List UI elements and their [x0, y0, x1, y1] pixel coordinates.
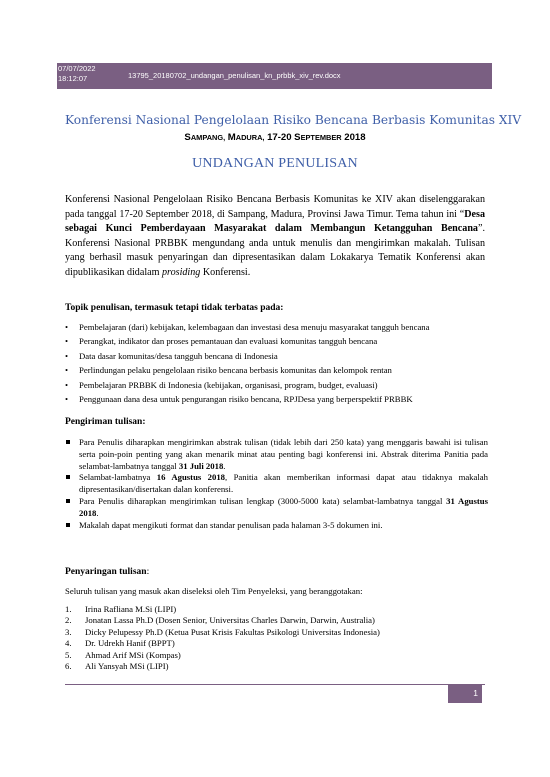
submission-text-bold: 16 Agustus 2018: [156, 472, 226, 483]
bullet-icon: •: [65, 322, 69, 332]
topics-list: [65, 320, 495, 406]
intro-paragraph: [65, 193, 485, 281]
submission-text-post: .: [223, 460, 226, 471]
submission-text-bold: 31 Juli 2018: [178, 460, 224, 471]
reviewer-name: Ahmad Arif MSi (Kompas): [85, 649, 181, 660]
square-bullet-icon: [66, 440, 70, 444]
topic-item: [65, 334, 495, 348]
submission-text-pre: Makalah dapat mengikuti format dan standar penulisan pada halaman 3-5 dokumen ini.: [79, 519, 383, 530]
submission-list: [65, 437, 488, 531]
reviewer-item: [65, 638, 380, 649]
reviewer-item: [65, 650, 380, 661]
submission-text-post: .: [96, 507, 99, 518]
square-bullet-icon: [66, 475, 70, 479]
reviewer-name: Dicky Pelupessy Ph.D (Ketua Pusat Krisis Fakultas Psikologi Universitas Indonesia): [85, 626, 380, 637]
topic-item: [65, 363, 495, 377]
reviewer-name: Irina Rafliana M.Si (LIPI): [85, 604, 177, 614]
reviewer-item: [65, 627, 380, 638]
topic-text: Penggunaan dana desa untuk pengurangan risiko bencana, RPJDesa yang berperspektif PRBBK: [79, 394, 413, 405]
topic-text: Perangkat, indikator dan proses pemantauan dan evaluasi komunitas tangguh bencana: [79, 336, 378, 347]
bullet-icon: •: [65, 379, 69, 390]
submission-item: [65, 520, 488, 532]
submission-text-bold: 31 Agustus 2018: [79, 495, 488, 518]
review-heading-colon: :: [146, 567, 150, 577]
topic-item: [65, 378, 495, 392]
square-bullet-icon: [66, 499, 70, 503]
topic-item: [65, 349, 495, 363]
print-time: 18:12:07: [58, 74, 88, 83]
topics-heading: Topik penulisan, termasuk tetapi tidak terbatas pada:: [65, 303, 284, 313]
file-name: 13795_20180702_undangan_penulisan_kn_prbbk_xiv_rev.docx: [128, 71, 341, 80]
submission-item: [65, 496, 488, 520]
bullet-icon: •: [65, 394, 69, 405]
square-bullet-icon: [66, 523, 70, 527]
topic-item: [65, 320, 495, 334]
bullet-icon: •: [65, 350, 69, 361]
review-heading-text: Penyaringan tulisan: [65, 567, 147, 577]
bullet-icon: •: [65, 365, 69, 376]
submission-item: [65, 472, 488, 496]
review-heading: [65, 567, 149, 577]
print-datetime: [58, 64, 114, 84]
intro-text-2: ”. Konferensi Nasional PRBBK mengundang anda untuk menulis dan mengirimkan makalah. Tulisan yang berhasil masuk penyaringan dan dipresentasikan dalam Lokakarya Tematik Konferensi akan dipublikasikan didalam: [65, 223, 485, 278]
reviewer-number: 2.: [65, 615, 72, 626]
reviewer-number: 3.: [65, 626, 72, 637]
submission-text-pre: Para Penulis diharapkan mengirimkan abstrak tulisan (tidak lebih dari 250 kata) yang menggaris bawahi isi tulisan serta poin-poin penting yang akan menarik minat atau penting bagi konferensi ini. Abstrak diterima Panitia pada selambat-lambatnya tanggal: [79, 437, 488, 471]
reviewer-name: Jonatan Lassa Ph.D (Dosen Senior, Universitas Charles Darwin, Darwin, Australia): [85, 615, 375, 626]
topic-text: Pembelajaran (dari) kebijakan, kelembagaan dan investasi desa menuju masyarakat tangguh bencana: [79, 322, 430, 332]
conference-title: Konferensi Nasional Pengelolaan Risiko Bencana Berbasis Komunitas XIV: [65, 113, 522, 127]
topic-text: Data dasar komunitas/desa tangguh bencana di Indonesia: [79, 350, 278, 361]
reviewer-list: [65, 604, 380, 672]
conference-subtitle: [0, 132, 550, 143]
document-title: UNDANGAN PENULISAN: [192, 156, 358, 171]
reviewer-item: [65, 604, 380, 615]
reviewer-number: 6.: [65, 661, 72, 672]
submission-text-pre: Para Penulis diharapkan mengirimkan tulisan lengkap (3000-5000 kata) selambat-lambatnya tanggal: [79, 495, 447, 506]
reviewer-number: 5.: [65, 649, 72, 660]
topic-text: Pembelajaran PRBBK di Indonesia (kebijakan, organisasi, program, budget, evaluasi): [79, 379, 378, 390]
reviewer-name: Dr. Udrekh Hanif (BPPT): [85, 638, 175, 649]
submission-item: [65, 437, 488, 472]
intro-text-1: Konferensi Nasional Pengelolaan Risiko Bencana Berbasis Komunitas ke XIV akan diselenggarakan pada tanggal 17-20 September 2018, di Sampang, Madura, Provinsi Jawa Timur. Tema tahun ini “: [65, 194, 485, 220]
reviewer-item: [65, 661, 380, 672]
reviewer-number: 4.: [65, 638, 72, 649]
footer-rule: [65, 684, 485, 685]
submission-text-pre: Selambat-lambatnya: [79, 472, 157, 483]
submission-text-post: , Panitia akan memberikan informasi dapat atau tidaknya makalah dipresentasikan/disertakan dalan konferensi.: [79, 472, 488, 495]
reviewer-number: 1.: [65, 604, 72, 614]
print-date: 07/07/2022: [58, 64, 96, 73]
page-number: 1: [448, 684, 482, 703]
review-text: Seluruh tulisan yang masuk akan diseleksi oleh Tim Penyeleksi, yang beranggotakan:: [65, 586, 363, 596]
reviewer-item: [65, 615, 380, 626]
submission-heading: Pengiriman tulisan:: [65, 417, 146, 427]
topic-item: [65, 392, 495, 406]
intro-italic: prosiding: [162, 266, 201, 278]
conference-subtitle-text: SAMPANG, MADURA, 17-20 SEPTEMBER 2018: [184, 132, 366, 143]
bullet-icon: •: [65, 336, 69, 347]
topic-text: Perlindungan pelaku pengelolaan risiko bencana berbasis komunitas dan kelompok rentan: [79, 365, 392, 376]
reviewer-name: Ali Yansyah MSi (LIPI): [85, 661, 169, 672]
intro-text-3: Konferensi.: [200, 266, 251, 278]
intro-theme: Desa sebagai Kunci Pemberdayaan Masyarakat dalam Membangun Ketangguhan Bencana: [65, 208, 485, 235]
